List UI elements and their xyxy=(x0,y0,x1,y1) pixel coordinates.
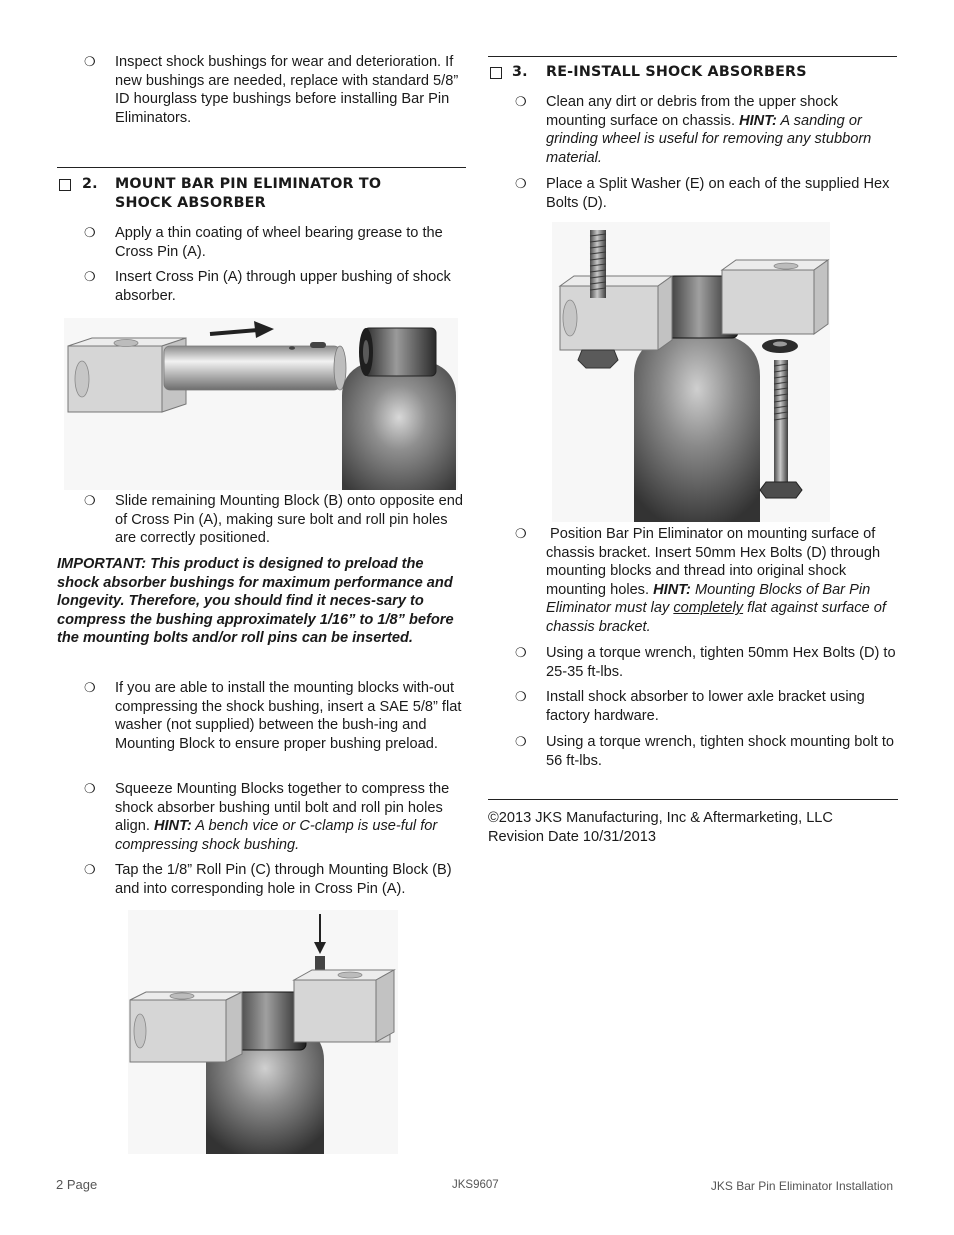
list-item xyxy=(515,733,901,770)
bullet-icon: ❍ xyxy=(515,94,527,109)
list-item xyxy=(84,861,470,898)
hint-label: HINT: xyxy=(739,112,777,129)
section-3-title: RE-INSTALL SHOCK ABSORBERS xyxy=(546,64,807,80)
bullet-grease-text: Apply a thin coating of wheel bearing grease to the Cross Pin (A). xyxy=(115,225,443,260)
bullet-icon: ❍ xyxy=(84,269,96,284)
revision-date: Revision Date 10/31/2013 xyxy=(488,829,656,845)
copyright-text: ©2013 JKS Manufacturing, Inc & Aftermarketing, LLC xyxy=(488,810,833,826)
roll-pin-figure xyxy=(128,910,398,1154)
bullet-icon: ❍ xyxy=(515,176,527,191)
bullet-icon: ❍ xyxy=(84,493,96,508)
bullet-icon: ❍ xyxy=(84,225,96,240)
footer-divider xyxy=(488,799,898,800)
bullet-icon: ❍ xyxy=(84,54,96,69)
hex-bolt-figure xyxy=(552,222,830,522)
list-item xyxy=(515,175,901,212)
hint-text: Mounting Blocks of Bar Pin Eliminator must lay xyxy=(546,581,871,617)
hint-text: A sanding or grinding wheel is useful for removing any stubborn material. xyxy=(546,112,872,166)
cross-pin-insertion-figure xyxy=(64,318,458,490)
bullet-clean-text: Clean any dirt or debris from the upper shock mounting surface on chassis. xyxy=(546,94,839,129)
list-item xyxy=(515,93,901,167)
bullet-squeeze-text: Squeeze Mounting Blocks together to compress the shock absorber bushing until bolt and roll pin holes align. xyxy=(115,781,450,835)
bullet-slide-block-text: Slide remaining Mounting Block (B) onto opposite end of Cross Pin (A), making sure bolt and roll pin holes are correctly positioned. xyxy=(115,493,464,547)
hint-text: A bench vice or C-clamp is use-ful for compressing shock bushing. xyxy=(115,818,438,853)
bullet-icon: ❍ xyxy=(84,781,96,796)
hint-label: HINT: xyxy=(653,581,691,598)
list-item xyxy=(84,268,470,305)
list-item xyxy=(84,224,470,261)
hint-emphasis: completely xyxy=(673,600,744,617)
bullet-torque-shock-text: Using a torque wrench, tighten shock mounting bolt to 56 ft-lbs. xyxy=(546,734,895,769)
section-2-title-line2: SHOCK ABSORBER xyxy=(115,195,266,211)
checkbox-icon xyxy=(490,67,502,79)
page-number: 2 Page xyxy=(56,1177,98,1192)
bullet-roll-pin-text: Tap the 1/8” Roll Pin (C) through Mounting Block (B) and into corresponding hole in Cross Pin (A). xyxy=(115,862,452,897)
bullet-split-washer-text: Place a Split Washer (E) on each of the supplied Hex Bolts (D). xyxy=(546,176,890,211)
bullet-torque-bolts-text: Using a torque wrench, tighten 50mm Hex Bolts (D) to 25-35 ft-lbs. xyxy=(546,645,896,680)
document-title: JKS Bar Pin Eliminator Installation xyxy=(710,1179,893,1193)
intro-bullet-text: Inspect shock bushings for wear and deterioration. If new bushings are needed, replace with standard 5/8” ID hourglass type bushings before installing Bar Pin Eliminators. xyxy=(115,54,459,126)
list-item xyxy=(84,53,470,127)
part-number: JKS9607 xyxy=(452,1179,499,1191)
list-item xyxy=(84,679,470,753)
bullet-icon: ❍ xyxy=(84,862,96,877)
bullet-install-lower-text: Install shock absorber to lower axle bracket using factory hardware. xyxy=(546,689,865,724)
bullet-icon: ❍ xyxy=(515,734,527,749)
important-note: IMPORTANT: This product is designed to preload the shock absorber bushings for maximum performance and longevity. Therefore, you should find it neces-sary to compress the bushing approximately 1/16” to 1/8” before the mounting bolts and/or roll pins can be inserted. xyxy=(57,556,454,647)
list-item xyxy=(515,525,901,637)
bullet-washer-text: If you are able to install the mounting blocks with-out compressing the shock bushing, insert a SAE 5/8” flat washer (not supplied) between the bush-ing and Mounting Block to ensure proper bushing preload. xyxy=(115,680,462,752)
bullet-icon: ❍ xyxy=(515,645,527,660)
bullet-position-text: Position Bar Pin Eliminator on mounting surface of chassis bracket. Insert 50mm Hex Bolts (D) through mounting blocks and thread into original shock mounting holes. xyxy=(546,526,881,598)
hint-text-end: flat against surface of chassis bracket. xyxy=(546,600,886,635)
section-divider xyxy=(488,56,897,57)
list-item xyxy=(515,644,901,681)
bullet-icon: ❍ xyxy=(515,689,527,704)
bullet-icon: ❍ xyxy=(84,680,96,695)
section-3-number: 3. xyxy=(512,64,528,80)
list-item xyxy=(84,780,470,854)
checkbox-icon xyxy=(59,179,71,191)
bullet-insert-pin-text: Insert Cross Pin (A) through upper bushing of shock absorber. xyxy=(115,269,451,304)
list-item xyxy=(515,688,901,725)
section-divider xyxy=(57,167,466,168)
section-2-number: 2. xyxy=(82,176,98,192)
bullet-icon: ❍ xyxy=(515,526,527,541)
list-item xyxy=(84,492,470,548)
section-2-title-line1: MOUNT BAR PIN ELIMINATOR TO xyxy=(115,176,382,192)
hint-label: HINT: xyxy=(153,818,192,835)
